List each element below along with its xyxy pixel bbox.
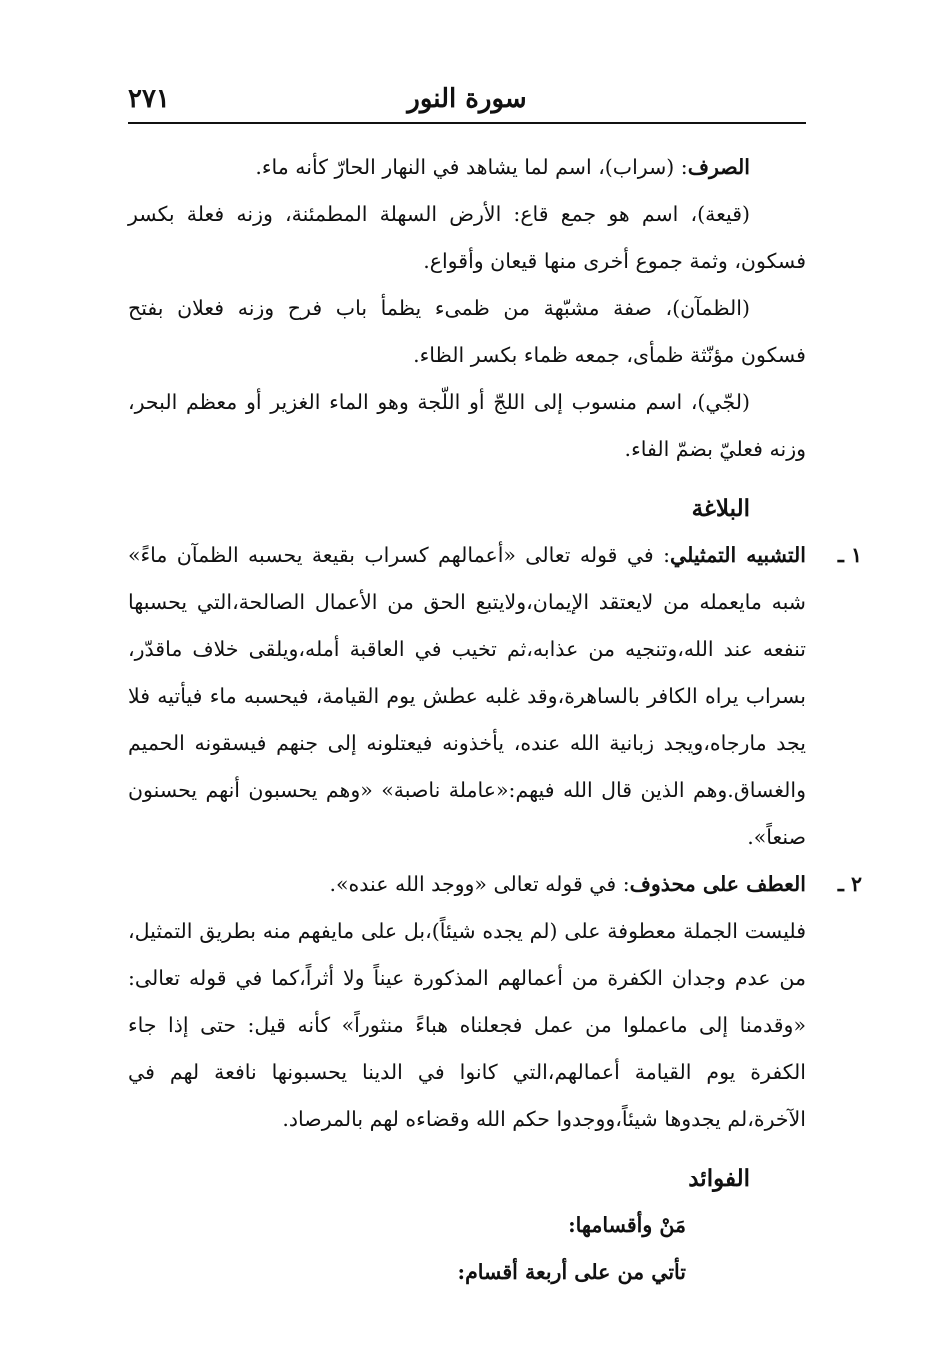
sarf-paragraph-2: (قيعة)، اسم هو جمع قاع: الأرض السهلة المطمئنة، وزنه فعلة بكسر فسكون، وثمة جموع أخرى منها قيعان وأقواع. [128, 202, 806, 273]
book-page [128, 80, 862, 1296]
item-2-title: العطف على محذوف [629, 872, 806, 896]
fawaid-line-2: تأتي من على أربعة أقسام: [457, 1260, 686, 1284]
sarf-paragraph-3: (الظمآن)، صفة مشبّهة من ظمىء يظمأ باب فرح وزنه فعلان بفتح فسكون مؤنّثة ظمأى، جمعه ظماء بكسر الظاء. [128, 296, 806, 367]
page-content [128, 144, 862, 1296]
item-1-number: ١ ـ [837, 543, 862, 567]
item-1-text: : في قوله تعالى «أعمالهم كسراب بقيعة يحسبه الظمآن ماءً» شبه مايعمله من لايعتقد الإيمان،ولايتبع الحق من الأعمال الصالحة،التي يحسبها تنفعه عند الله،وتنجيه من عذابه،ثم تخيب في العاقبة أمله،ويلقى خلاف ماقدّر، بسراب يراه الكافر بالساهرة،وقد غلبه عطش يوم القيامة، فيحسبه ماء فيأتيه فلا يجد مارجاه،ويجد زبانية الله عنده، يأخذونه فيعتلونه إلى جنهم فيسقونه الحميم والغساق.وهم الذين قال الله فيهم:«عاملة ناصبة» «وهم يحسبون أنهم يحسنون صنعاً». [128, 543, 806, 849]
sarf-paragraph-1 [128, 144, 806, 191]
fawaid-heading: الفوائد [688, 1165, 750, 1192]
item-2-text: : في قوله تعالى «ووجد الله عنده». [329, 872, 630, 896]
balagha-item-2 [128, 861, 862, 908]
balagha-heading: البلاغة [691, 495, 750, 522]
item-2-paragraph: فليست الجملة معطوفة على (لم يجده شيئاً)،بل على مايفهم منه بطريق التمثيل، من عدم وجدان الكفرة من أعمالهم المذكورة عيناً ولا أثراً،كما في قوله تعالى: «وقدمنا إلى ماعملوا من عمل فجعلناه هباءً منثوراً» كأنه قيل: حتى إذا جاء الكفرة يوم القيامة أعمالهم،التي كانوا في الدينا يحسبونها نافعة لهم في الآخرة،لم يجدوها شيئاً،ووجدوا حكم الله وقضاءه لهم بالمرصاد. [128, 919, 806, 1131]
item-1-title: التشبيه التمثيلي [670, 543, 806, 567]
page-header [128, 80, 806, 124]
balagha-item-1 [128, 532, 862, 861]
fawaid-line-1: مَنْ وأقسامها: [568, 1213, 686, 1237]
item-2-number: ٢ ـ [837, 872, 862, 896]
page-number: ٢٧١ [128, 84, 170, 114]
surah-title: سورة النور [407, 84, 527, 114]
sarf-text-1: : (سراب)، اسم لما يشاهد في النهار الحارّ كأنه ماء. [255, 155, 688, 179]
sarf-paragraph-4: (لجّي)، اسم منسوب إلى اللجّ أو اللّجة وهو الماء الغزير أو معظم البحر، وزنه فعليّ بضمّ الفاء. [128, 390, 806, 461]
sarf-label: الصرف [687, 155, 750, 179]
